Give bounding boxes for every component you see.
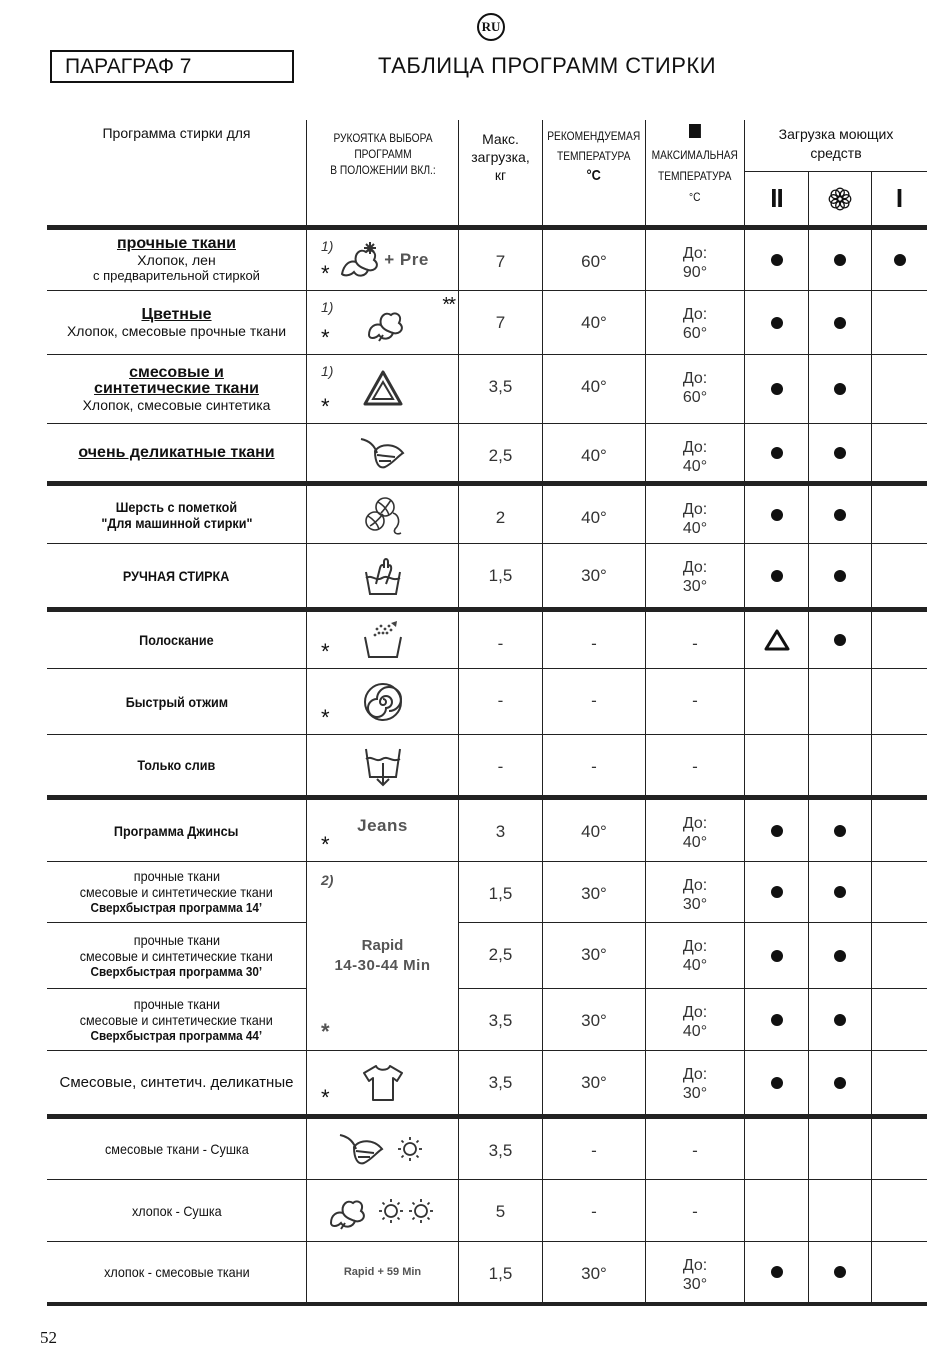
program-symbol (307, 354, 459, 423)
max-load: 5 (459, 1179, 543, 1241)
max-temp-prefix: До: (682, 877, 708, 894)
star-mark: * (321, 705, 330, 730)
dot-icon (771, 570, 783, 582)
det-main-cell (745, 861, 809, 922)
program-title: синтетические ткани (94, 380, 259, 397)
program-name (47, 734, 307, 795)
header-det-main (745, 171, 809, 225)
det-pre-cell (872, 1241, 927, 1306)
max-load: 3,5 (459, 1050, 543, 1114)
det-main-cell (745, 795, 809, 861)
max-temp-value: 40° (682, 520, 708, 537)
det-softener-cell (809, 1179, 872, 1241)
program-symbol (307, 607, 459, 668)
det-main-cell (745, 543, 809, 607)
dot-icon (834, 1077, 846, 1089)
max-temp (646, 795, 745, 861)
rec-temp: 60° (543, 225, 646, 290)
program-name (47, 607, 307, 668)
program-name (47, 1179, 307, 1241)
det-softener-cell (809, 1050, 872, 1114)
det-softener-cell (809, 481, 872, 543)
dot-icon (771, 383, 783, 395)
rec-temp: 40° (543, 795, 646, 861)
det-main-cell (745, 988, 809, 1050)
max-temp: - (646, 668, 745, 734)
program-name (47, 423, 307, 481)
max-temp-value: 60° (682, 389, 708, 406)
pre-label: + Pre (384, 250, 429, 269)
program-subtitle: смесовые и синтетические ткани (79, 884, 274, 900)
dot-icon (771, 254, 783, 266)
det-softener-cell (809, 988, 872, 1050)
max-temp-value: 30° (682, 1085, 708, 1102)
rinse-icon (361, 619, 405, 661)
rec-temp: 30° (543, 988, 646, 1050)
program-subtitle: Сверхбыстрая программа 30’ (90, 963, 263, 979)
program-subtitle: Сверхбыстрая программа 14’ (90, 900, 263, 915)
max-temp-value: 60° (682, 325, 708, 342)
rapid-program-symbol (307, 861, 459, 1050)
det-pre-cell (872, 543, 927, 607)
max-temp-value: 40° (682, 1023, 708, 1040)
max-load: 3,5 (459, 1114, 543, 1179)
max-temp (646, 988, 745, 1050)
det-pre-cell (872, 988, 927, 1050)
det-softener-cell (809, 1241, 872, 1306)
synthetic-triangle-icon (361, 368, 405, 410)
det-main-cell (745, 1179, 809, 1241)
det-softener-cell (809, 1114, 872, 1179)
program-symbol (307, 1241, 459, 1306)
program-title: Цветные (141, 305, 212, 323)
header-program (47, 120, 307, 225)
rec-temp: 40° (543, 290, 646, 354)
rec-temp: - (543, 734, 646, 795)
det-pre-cell (872, 423, 927, 481)
spin-icon (361, 680, 405, 724)
program-title: очень деликатные ткани (78, 443, 275, 461)
program-symbol (307, 290, 459, 354)
max-temp-prefix: До: (682, 501, 708, 518)
program-name (47, 543, 307, 607)
max-load: 3,5 (459, 988, 543, 1050)
max-load: - (459, 668, 543, 734)
dot-icon (834, 634, 846, 646)
max-temp (646, 225, 745, 290)
footnote-mark: 1) (321, 363, 334, 379)
max-load: 7 (459, 290, 543, 354)
det-softener-cell (809, 668, 872, 734)
header-max-temp (646, 120, 745, 225)
star-mark: * (321, 1019, 330, 1044)
program-subtitle: смесовые и синтетические ткани (79, 1011, 274, 1028)
dot-icon (834, 317, 846, 329)
max-temp-prefix: До: (682, 938, 708, 955)
program-symbol (307, 668, 459, 734)
program-title: Быстрый отжим (125, 693, 228, 710)
max-temp: - (646, 734, 745, 795)
program-title: смесовые ткани - Сушка (104, 1141, 249, 1157)
program-title: Полоскание (139, 632, 214, 648)
prewash-icon: I (895, 183, 904, 213)
footnote-mark: 2) (321, 872, 334, 888)
cotton-icon (361, 303, 405, 343)
program-name (47, 481, 307, 543)
det-main-cell (745, 1114, 809, 1179)
dot-icon (771, 886, 783, 898)
header-knob-line1: РУКОЯТКА ВЫБОРА (332, 131, 433, 145)
det-main-cell (745, 607, 809, 668)
dot-icon (834, 570, 846, 582)
det-pre-cell (872, 1050, 927, 1114)
star-mark: * (321, 394, 330, 419)
header-rec-temp-line2: ТЕМПЕРАТУРА (557, 149, 631, 163)
det-pre-cell (872, 734, 927, 795)
header-knob-line3: В ПОЛОЖЕНИИ ВКЛ.: (329, 163, 436, 177)
program-subtitle: Хлопок, лен (137, 252, 216, 268)
max-load: 1,5 (459, 1241, 543, 1306)
header-detergent-line2: средств (810, 145, 862, 161)
max-temp: - (646, 607, 745, 668)
drain-icon (362, 743, 404, 787)
program-name (47, 225, 307, 290)
program-name (47, 1050, 307, 1114)
header-max-temp-line1: МАКСИМАЛЬНАЯ (651, 148, 739, 162)
max-load: 2,5 (459, 922, 543, 988)
max-temp-value: 40° (682, 834, 708, 851)
flower-icon (827, 186, 853, 212)
feather-icon (357, 433, 409, 473)
det-softener-cell (809, 607, 872, 668)
max-temp-prefix: До: (682, 439, 708, 456)
max-temp-value: 30° (682, 578, 708, 595)
program-subtitle: Хлопок, смесовые синтетика (82, 397, 271, 413)
max-load: 1,5 (459, 861, 543, 922)
footnote-mark: 1) (321, 299, 334, 315)
program-name (47, 290, 307, 354)
page-number: 52 (40, 1328, 57, 1347)
det-pre-cell (872, 1179, 927, 1241)
dot-icon (834, 254, 846, 266)
program-name (47, 861, 307, 922)
max-temp (646, 1241, 745, 1306)
header-rec-temp-unit: °С (586, 167, 602, 184)
max-temp (646, 290, 745, 354)
dot-icon (834, 1266, 846, 1278)
star-mark: * (321, 639, 330, 664)
hand-wash-icon (362, 554, 404, 598)
header-max-load-line3: кг (494, 167, 507, 183)
program-title: РУЧНАЯ СТИРКА (123, 567, 230, 584)
program-symbol (307, 225, 459, 290)
det-main-cell (745, 1050, 809, 1114)
max-temp-prefix: До: (682, 370, 708, 387)
program-name (47, 922, 307, 988)
program-name (47, 988, 307, 1050)
max-temp (646, 922, 745, 988)
language-badge: RU (477, 13, 505, 41)
rec-temp: 40° (543, 423, 646, 481)
header-knob (307, 120, 459, 225)
program-symbol (307, 543, 459, 607)
double-star-mark: ** (442, 294, 454, 316)
program-title: прочные ткани (133, 931, 220, 948)
det-main-cell (745, 734, 809, 795)
det-pre-cell (872, 795, 927, 861)
program-symbol (307, 1114, 459, 1179)
program-name (47, 354, 307, 423)
dot-icon (894, 254, 906, 266)
max-temp-value: 40° (682, 957, 708, 974)
det-pre-cell (872, 1114, 927, 1179)
rec-temp: 40° (543, 354, 646, 423)
det-pre-cell (872, 861, 927, 922)
main-wash-icon: II (770, 183, 783, 213)
program-subtitle: Сверхбыстрая программа 44’ (90, 1027, 263, 1043)
det-main-cell (745, 225, 809, 290)
dot-icon (834, 383, 846, 395)
max-temp-prefix: До: (682, 245, 708, 262)
dot-icon (771, 509, 783, 521)
program-symbol (307, 795, 459, 861)
max-temp-prefix: До: (682, 815, 708, 832)
cotton-dry-icon (327, 1191, 439, 1231)
det-pre-cell (872, 225, 927, 290)
max-load: 3 (459, 795, 543, 861)
dot-icon (834, 950, 846, 962)
program-title: "Для машинной стирки" (100, 514, 253, 531)
max-temp (646, 481, 745, 543)
header-max-load-line1: Макс. (482, 131, 519, 147)
max-load: - (459, 607, 543, 668)
program-title: Смесовые, синтетич. деликатные (59, 1073, 294, 1091)
det-softener-cell (809, 225, 872, 290)
rec-temp: 30° (543, 1050, 646, 1114)
det-main-cell (745, 668, 809, 734)
dot-icon (834, 825, 846, 837)
det-pre-cell (872, 668, 927, 734)
rec-temp: - (543, 607, 646, 668)
max-temp (646, 354, 745, 423)
max-load: - (459, 734, 543, 795)
det-softener-cell (809, 795, 872, 861)
max-temp-prefix: До: (682, 1257, 708, 1274)
max-temp-prefix: До: (682, 559, 708, 576)
header-max-temp-line2: ТЕМПЕРАТУРА (658, 169, 732, 183)
program-title: Программа Джинсы (114, 822, 239, 839)
program-title: хлопок - Сушка (131, 1202, 222, 1219)
rec-temp: 30° (543, 1241, 646, 1306)
dot-icon (771, 447, 783, 459)
det-pre-cell (872, 922, 927, 988)
header-program-text: Программа стирки для (102, 125, 251, 141)
program-title: смесовые и (129, 364, 224, 381)
program-name (47, 1114, 307, 1179)
det-pre-cell (872, 290, 927, 354)
header-det-softener (809, 171, 872, 225)
max-temp-value: 40° (682, 458, 708, 475)
max-temp-prefix: До: (682, 1004, 708, 1021)
dot-icon (771, 825, 783, 837)
rapid-label: Rapid (361, 937, 404, 954)
max-temp-prefix: До: (682, 1066, 708, 1083)
dot-icon (834, 447, 846, 459)
det-softener-cell (809, 290, 872, 354)
max-temp-value: 30° (682, 896, 708, 913)
det-main-cell (745, 481, 809, 543)
rec-temp: 30° (543, 543, 646, 607)
shirt-icon (360, 1063, 406, 1103)
header-max-temp-unit: °С (689, 190, 701, 204)
max-load: 3,5 (459, 354, 543, 423)
det-pre-cell (872, 354, 927, 423)
det-main-cell (745, 354, 809, 423)
rec-temp: - (543, 1179, 646, 1241)
program-subtitle: с предварительной стиркой (93, 268, 260, 283)
max-temp-value: 90° (682, 264, 708, 281)
header-knob-line2: ПРОГРАММ (353, 147, 412, 161)
header-detergent-line1: Загрузка моющих (778, 126, 894, 142)
rec-temp: 40° (543, 481, 646, 543)
det-softener-cell (809, 922, 872, 988)
header-max-load (459, 120, 543, 225)
triangle-icon (763, 628, 791, 652)
header-detergent (745, 120, 927, 171)
max-temp-prefix: До: (682, 306, 708, 323)
cotton-pre-icon (336, 240, 382, 280)
det-softener-cell (809, 543, 872, 607)
rec-temp: - (543, 1114, 646, 1179)
max-temp: - (646, 1114, 745, 1179)
dot-icon (771, 1266, 783, 1278)
max-temp (646, 861, 745, 922)
star-mark: * (321, 325, 330, 350)
max-temp: - (646, 1179, 745, 1241)
program-title: прочные ткани (133, 868, 220, 884)
det-softener-cell (809, 861, 872, 922)
rec-temp: 30° (543, 922, 646, 988)
det-main-cell (745, 922, 809, 988)
header-det-pre (872, 171, 927, 225)
max-temp-square-icon (689, 124, 701, 138)
header-max-load-line2: загрузка, (471, 149, 530, 165)
det-softener-cell (809, 354, 872, 423)
program-symbol (307, 481, 459, 543)
star-mark: * (321, 1085, 330, 1110)
dot-icon (834, 886, 846, 898)
max-temp (646, 1050, 745, 1114)
max-load: 1,5 (459, 543, 543, 607)
dot-icon (834, 1014, 846, 1026)
star-mark: * (321, 261, 330, 286)
jeans-icon: Jeans (357, 816, 408, 835)
program-symbol (307, 423, 459, 481)
rec-temp: - (543, 668, 646, 734)
page-title: ТАБЛИЦА ПРОГРАММ СТИРКИ (378, 53, 717, 78)
program-subtitle: Хлопок, смесовые прочные ткани (66, 322, 287, 339)
max-load: 2 (459, 481, 543, 543)
wash-program-table (47, 120, 927, 1310)
program-name (47, 668, 307, 734)
det-softener-cell (809, 423, 872, 481)
rapid-dry-icon: Rapid + 59 Min (343, 1266, 422, 1278)
star-mark: * (321, 832, 330, 857)
program-symbol (307, 734, 459, 795)
det-pre-cell (872, 607, 927, 668)
dot-icon (834, 509, 846, 521)
program-title: прочные ткани (116, 235, 236, 252)
det-softener-cell (809, 734, 872, 795)
program-name (47, 1241, 307, 1306)
dot-icon (771, 1077, 783, 1089)
dot-icon (771, 950, 783, 962)
max-temp (646, 543, 745, 607)
rapid-duration-label: 14-30-44 Min (334, 957, 431, 974)
det-main-cell (745, 1241, 809, 1306)
det-pre-cell (872, 481, 927, 543)
dot-icon (771, 317, 783, 329)
footnote-mark: 1) (321, 238, 334, 254)
program-title: хлопок - смесовые ткани (103, 1264, 250, 1280)
header-rec-temp (543, 120, 646, 225)
program-title: Только слив (137, 757, 216, 773)
det-main-cell (745, 290, 809, 354)
paragraph-label: ПАРАГРАФ 7 (50, 50, 294, 83)
det-main-cell (745, 423, 809, 481)
max-temp (646, 423, 745, 481)
program-name (47, 795, 307, 861)
header-rec-temp-line1: РЕКОМЕНДУЕМАЯ (547, 129, 641, 143)
program-title: Шерсть с пометкой (115, 498, 238, 515)
max-load: 2,5 (459, 423, 543, 481)
program-symbol (307, 1050, 459, 1114)
dot-icon (771, 1014, 783, 1026)
rec-temp: 30° (543, 861, 646, 922)
feather-dry-icon (338, 1129, 428, 1169)
program-title: прочные ткани (133, 995, 220, 1012)
program-subtitle: смесовые и синтетические ткани (79, 947, 274, 964)
wool-icon (359, 493, 407, 537)
max-load: 7 (459, 225, 543, 290)
max-temp-value: 30° (682, 1276, 708, 1293)
program-symbol (307, 1179, 459, 1241)
